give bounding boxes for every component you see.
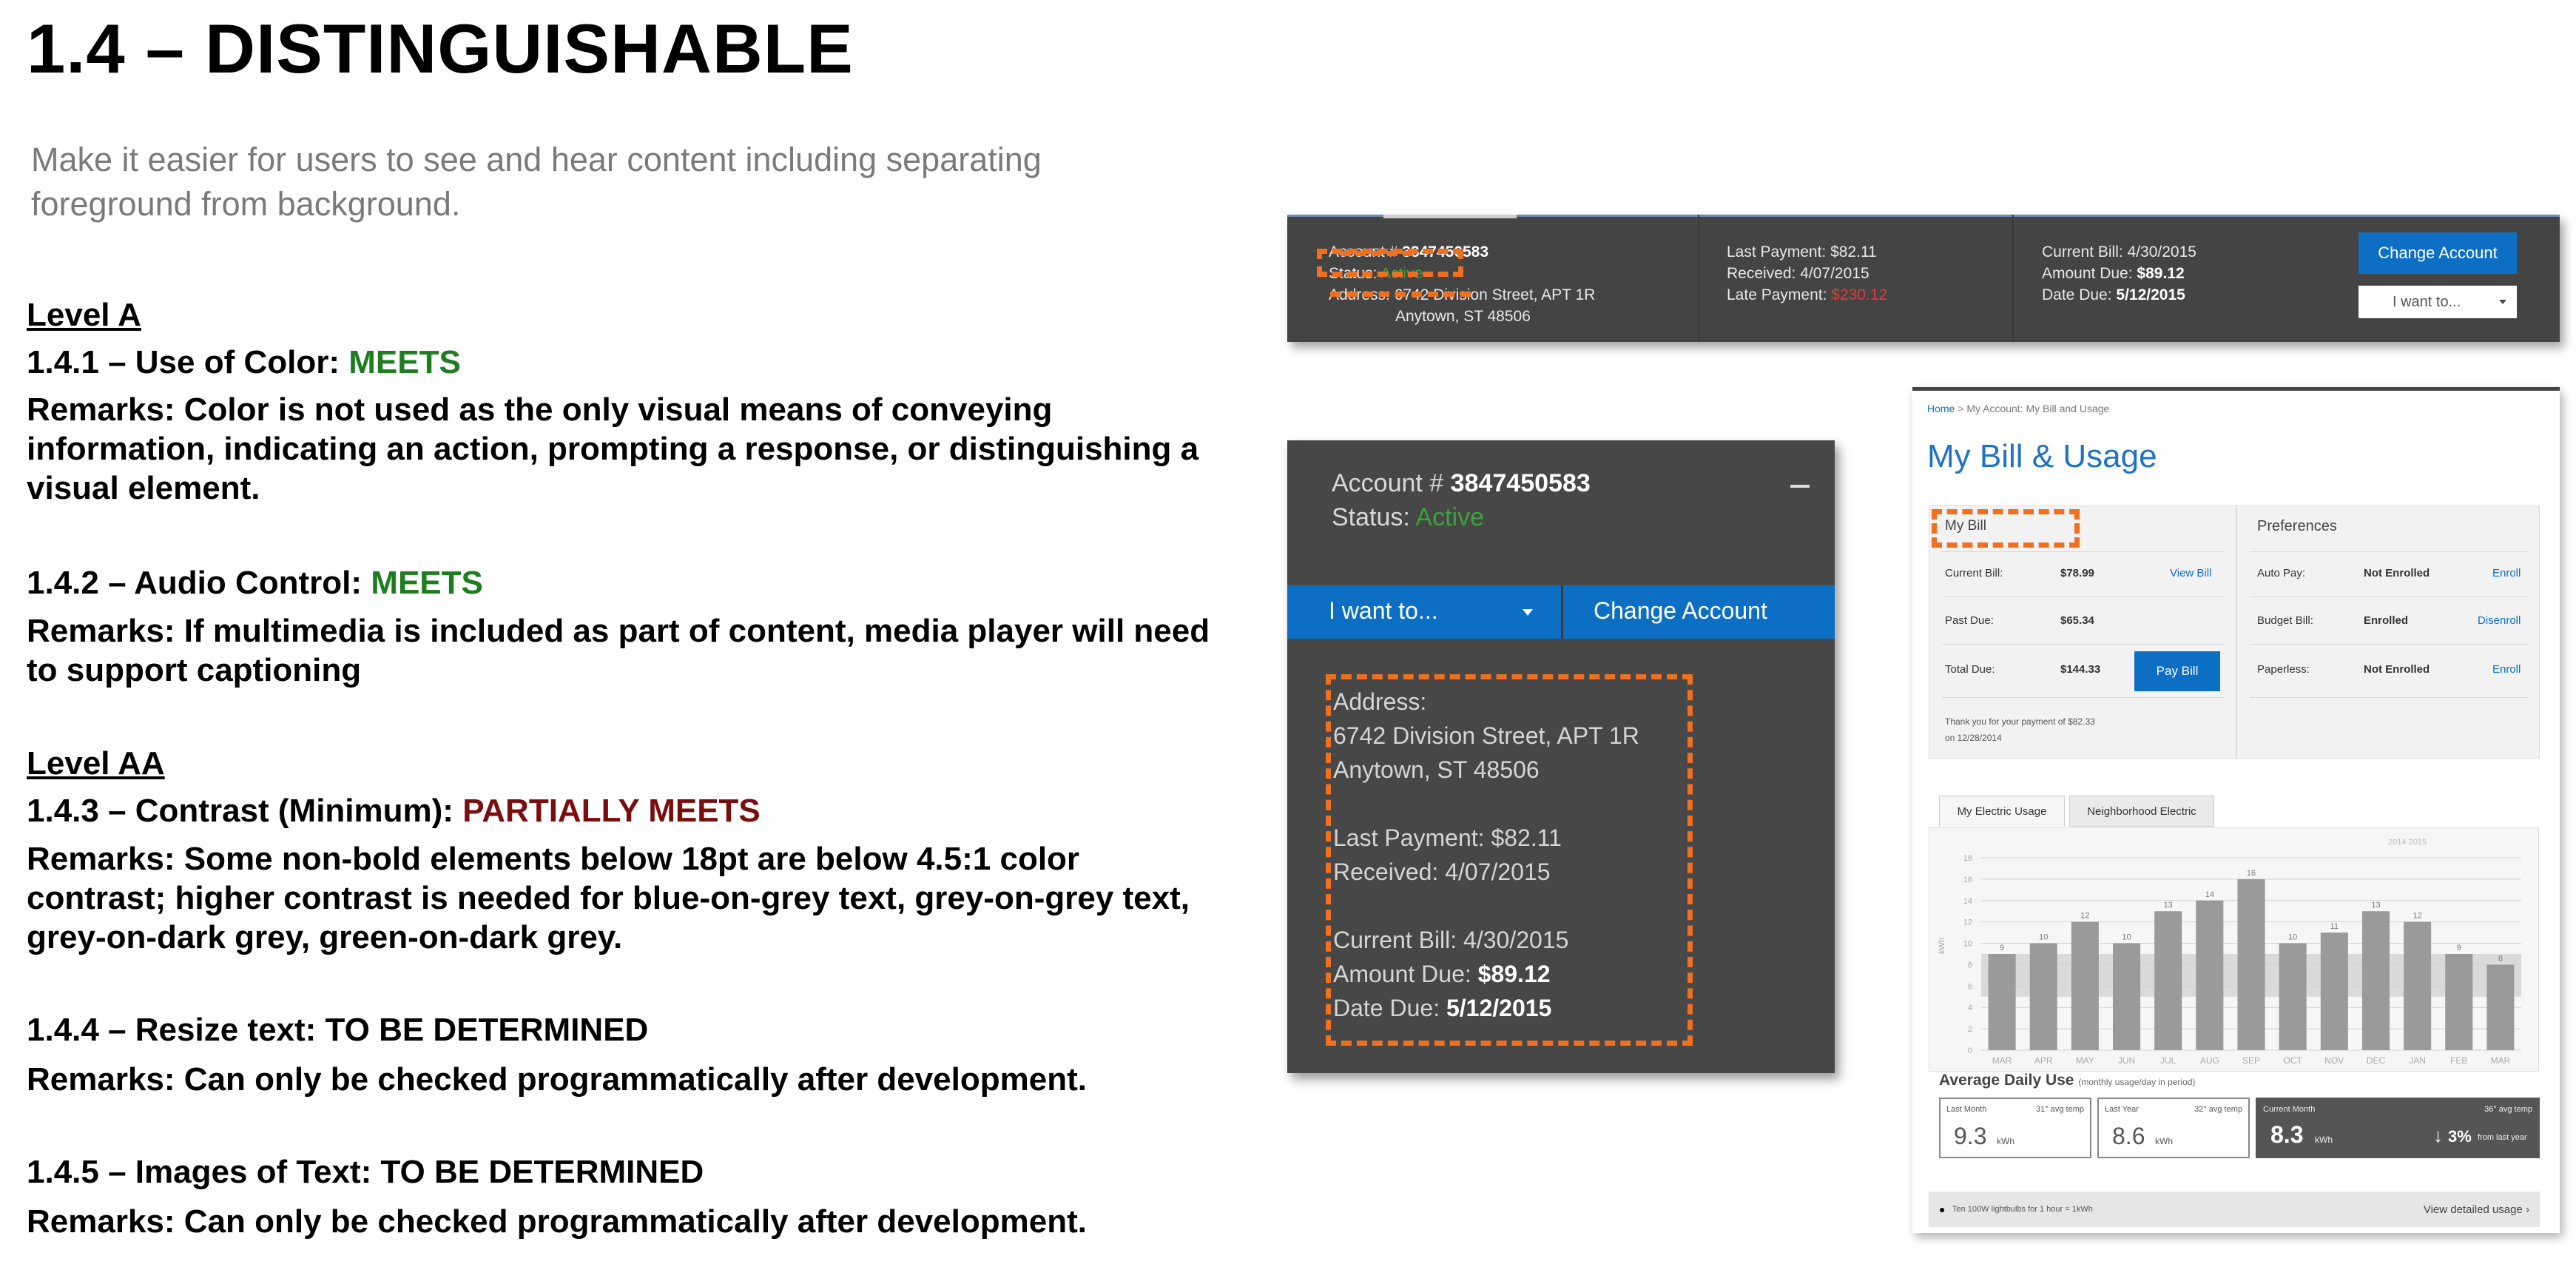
i-want-to-select[interactable]: I want to... (2358, 286, 2517, 318)
mobile-account-card (1287, 440, 1835, 1073)
divider (1942, 551, 2225, 552)
y-tick-label: 2 (1967, 1025, 1972, 1035)
usage-chart-svg (1929, 828, 2540, 1072)
usage-bar (2237, 879, 2265, 1050)
x-tick-label: AUG (2199, 1055, 2219, 1066)
x-tick-label: JUL (2160, 1055, 2177, 1066)
auto-pay-enroll-link[interactable]: Enroll (2492, 567, 2521, 579)
my-bill-heading: My Bill (1945, 518, 1986, 534)
preferences-heading: Preferences (2257, 518, 2337, 534)
usage-bar (2113, 944, 2140, 1050)
bar-value-label: 14 (2205, 890, 2214, 899)
x-tick-label: SEP (2242, 1055, 2261, 1066)
bill-usage-page (1912, 387, 2560, 1233)
divider (2012, 215, 2014, 342)
past-due-label: Past Due: (1945, 614, 1994, 627)
x-tick-label: JUN (2117, 1055, 2136, 1066)
y-tick-label: 6 (1967, 982, 1972, 992)
paperless-label: Paperless: (2257, 663, 2310, 676)
divider (2250, 697, 2528, 698)
year-label: 2014 2015 (2388, 838, 2427, 847)
bar-value-label: 10 (2122, 933, 2131, 942)
criterion-1-4-1: 1.4.1 – Use of Color: MEETS (27, 344, 461, 380)
total-due-value: $144.33 (2060, 663, 2101, 676)
criterion-1-4-3: 1.4.3 – Contrast (Minimum): PARTIALLY MEETS (27, 793, 761, 829)
past-due-value: $65.34 (2060, 614, 2094, 627)
total-due-label: Total Due: (1945, 663, 1995, 676)
y-tick-label: 16 (1963, 875, 1972, 884)
remarks-1-4-3: Remarks: Some non-bold elements below 18pt are below 4.5:1 color contrast; higher contrast is needed for blue-on-grey text, grey-on-grey text, grey-on-dark grey, green-on-dark grey. (27, 841, 1190, 955)
remarks-1-4-2: Remarks: If multimedia is included as part of content, media player will need to support captioning (27, 613, 1210, 688)
account-bar-screenshot (1287, 215, 2560, 342)
payment-thanks: Thank you for your payment of $82.33 on 12/28/2014 (1945, 716, 2095, 743)
bar-tab-indicator (1383, 215, 1517, 218)
y-axis-label: kWh (1938, 938, 1946, 954)
bill-page-title: My Bill & Usage (1927, 438, 2157, 474)
usage-bar (2071, 922, 2099, 1050)
divider (2250, 551, 2528, 552)
bar-value-label: 10 (2039, 933, 2049, 942)
stat-current-month: Current Month 36° avg temp 8.3 kWh ↓ 3% from last year (2256, 1098, 2540, 1158)
auto-pay-label: Auto Pay: (2257, 567, 2306, 579)
status-partially-meets: PARTIALLY MEETS (462, 793, 761, 829)
y-tick-label: 8 (1967, 961, 1972, 970)
bar-value-label: 12 (2413, 911, 2422, 921)
bar-value-label: 10 (2288, 933, 2298, 942)
level-aa-heading: Level AA (27, 745, 165, 782)
chevron-down-icon (2499, 300, 2506, 304)
tab-my-electric-usage[interactable]: My Electric Usage (1939, 796, 2065, 827)
highlight-address (1330, 292, 1471, 297)
highlight-account (1341, 251, 1413, 256)
divider (1942, 697, 2225, 698)
remarks-1-4-1: Remarks: Color is not used as the only visual means of conveying information, indicating an action, prompting a response, or distinguishing a visual element. (27, 392, 1199, 506)
budget-bill-value: Enrolled (2364, 614, 2409, 627)
current-bill-label: Current Bill: (1945, 567, 2003, 579)
usage-bar (2196, 901, 2223, 1050)
chevron-down-icon (1523, 609, 1533, 616)
criterion-1-4-2: 1.4.2 – Audio Control: MEETS (27, 565, 483, 601)
page-subtitle: Make it easier for users to see and hear content including separating foreground from background. (31, 141, 1042, 223)
criterion-1-4-5: 1.4.5 – Images of Text: TO BE DETERMINED (27, 1154, 704, 1190)
stat-last-year: Last Year 32° avg temp 8.6 kWh (2097, 1098, 2250, 1158)
mobile-account-info: Account # 3847450583 Status: Active (1332, 469, 1591, 531)
usage-bar (2445, 954, 2472, 1050)
view-bill-link[interactable]: View Bill (2170, 567, 2212, 579)
change-account-button[interactable]: Change Account (1594, 597, 1767, 624)
arrow-down-icon: ↓ (2433, 1124, 2443, 1146)
usage-bar (2321, 933, 2348, 1050)
x-tick-label: MAY (2075, 1055, 2094, 1066)
remarks-1-4-5: Remarks: Can only be checked programmatically after development. (27, 1203, 1087, 1240)
x-tick-label: APR (2034, 1055, 2053, 1066)
usage-bar (2279, 944, 2307, 1050)
y-tick-label: 10 (1963, 939, 1972, 949)
bar-value-label: 13 (2371, 901, 2381, 910)
y-tick-label: 14 (1963, 896, 1972, 906)
divider (1698, 215, 1699, 342)
paperless-enroll-link[interactable]: Enroll (2492, 663, 2521, 676)
remarks-1-4-4: Remarks: Can only be checked programmatically after development. (27, 1061, 1087, 1098)
stat-last-month: Last Month 31° avg temp 9.3 kWh (1939, 1098, 2091, 1158)
preferences-panel (2236, 505, 2540, 759)
tab-neighborhood-electric[interactable]: Neighborhood Electric (2069, 796, 2214, 827)
x-tick-label: MAR (2490, 1055, 2511, 1066)
collapse-icon[interactable] (1790, 485, 1810, 488)
bar-value-label: 9 (2000, 944, 2005, 952)
average-daily-use-title: Average Daily Use (monthly usage/day in period) (1939, 1072, 2196, 1089)
bar-value-label: 9 (2456, 944, 2461, 952)
status-meets: MEETS (348, 344, 461, 380)
usage-bar (1989, 954, 2016, 1050)
payment-info: Last Payment: $82.11 Received: 4/07/2015 Late Payment: $230.12 (1727, 243, 1888, 303)
divider (1942, 644, 2225, 645)
status-meets: MEETS (371, 565, 483, 601)
x-tick-label: OCT (2283, 1055, 2302, 1066)
budget-bill-disenroll-link[interactable]: Disenroll (2478, 614, 2521, 627)
highlight-my-bill (1932, 509, 2080, 548)
mobile-action-row (1287, 585, 1835, 639)
divider (1561, 585, 1563, 639)
paperless-value: Not Enrolled (2364, 663, 2430, 676)
change-account-button[interactable]: Change Account (2358, 232, 2517, 274)
y-tick-label: 0 (1967, 1046, 1972, 1055)
x-tick-label: DEC (2366, 1055, 2386, 1066)
usage-footer: ● Ten 100W lightbulbs for 1 hour = 1kWh View detailed usage › (1929, 1192, 2540, 1227)
auto-pay-value: Not Enrolled (2364, 567, 2430, 579)
usage-bar (2154, 911, 2182, 1050)
divider (2250, 644, 2528, 645)
bar-value-label: 12 (2080, 911, 2090, 921)
bill-info: Current Bill: 4/30/2015 Amount Due: $89.12 Date Due: 5/12/2015 (2042, 243, 2196, 303)
view-detailed-usage-link[interactable]: View detailed usage › (2423, 1203, 2529, 1216)
bar-value-label: 13 (2163, 901, 2173, 910)
current-bill-value: $78.99 (2060, 567, 2094, 579)
bar-value-label: 11 (2330, 922, 2339, 932)
usage-bar (2030, 944, 2057, 1050)
breadcrumb: Home > My Account: My Bill and Usage (1927, 403, 2110, 414)
budget-bill-label: Budget Bill: (2257, 614, 2313, 627)
usage-chart (1929, 827, 2539, 1072)
criterion-1-4-4: 1.4.4 – Resize text: TO BE DETERMINED (27, 1012, 649, 1048)
highlight-details (1326, 674, 1693, 1046)
x-tick-label: FEB (2450, 1055, 2468, 1066)
usage-bar (2362, 911, 2390, 1050)
bar-value-label: 8 (2498, 954, 2503, 964)
y-tick-label: 12 (1963, 918, 1972, 927)
usage-bar (2486, 964, 2514, 1050)
page-title: 1.4 – DISTINGUISHABLE (27, 10, 854, 87)
x-tick-label: MAR (1992, 1055, 2012, 1066)
pay-bill-button[interactable]: Pay Bill (2134, 651, 2220, 691)
y-tick-label: 4 (1967, 1004, 1972, 1013)
y-tick-label: 18 (1963, 854, 1972, 863)
account-info: Account # 3847450583 Status: Active Address: 6742 Division Street, APT 1R Anytown, ST 48506 (1329, 243, 1596, 325)
breadcrumb-home-link[interactable]: Home (1927, 403, 1955, 414)
lightbulb-icon: ● (1939, 1203, 1946, 1215)
x-tick-label: NOV (2324, 1055, 2344, 1066)
i-want-to-button[interactable]: I want to... (1329, 597, 1438, 624)
usage-bar (2404, 922, 2431, 1050)
x-tick-label: JAN (2409, 1055, 2426, 1066)
mobile-details: Address: 6742 Division Street, APT 1R Anytown, ST 48506 Last Payment: $82.11 Received: 4/07/2015 Current Bill: 4/30/2015 Amount Due: $89.12 Date Due: 5/12/2015 (1333, 688, 1639, 1021)
level-a-heading: Level A (27, 297, 141, 333)
bar-value-label: 16 (2246, 868, 2256, 878)
